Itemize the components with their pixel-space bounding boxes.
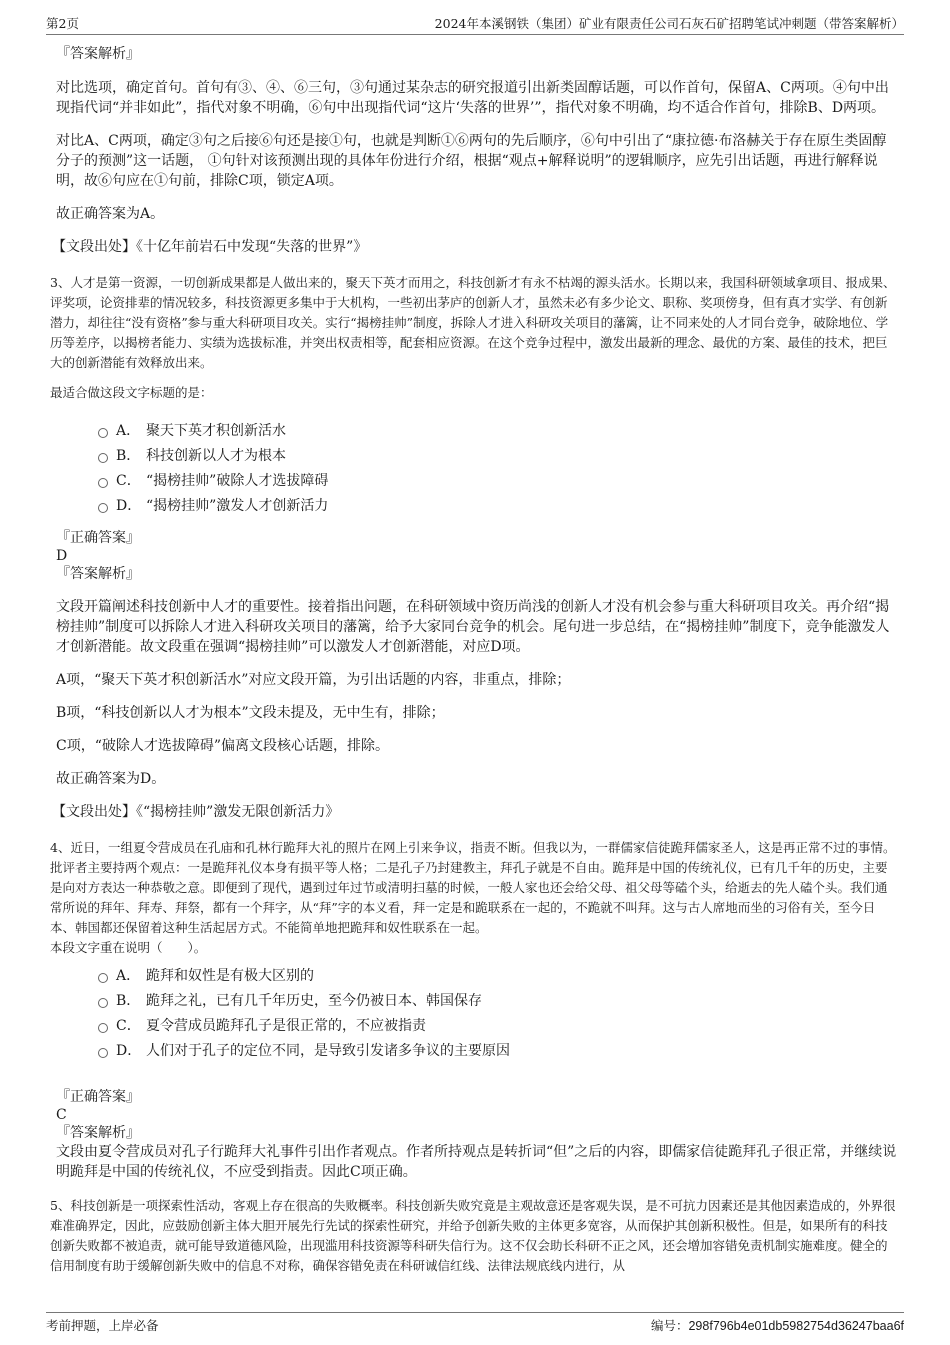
q4-stem: 4、近日，一组夏令营成员在孔庙和孔林行跪拜大礼的照片在网上引来争议，指责不断。但我以为，一群儒家信徒跪拜儒家圣人，这是再正常不过的事情。批评者主要持两个观点：一是跪拜礼仪本身有损平等人格；二是孔子乃封建教主，拜孔子就是不自由。跪拜是中国的传统礼仪，已有几千年的历史，主要是向对方表达一种恭敬之意。即便到了现代，遇到过年过节或清明扫墓的时候，一般人家也还会给父母、祖父母等磕个头，给逝去的先人磕个头。我们通常所说的拜年、拜寿、拜祭，都有一个拜字，从“拜”字的本义看，拜一定是和跪联系在一起的，不跪就不叫拜。这与古人席地而坐的习俗有关，至今日本、韩国都还保留着这种生活起居方式。不能简单地把跪拜和奴性联系在一起。 bbox=[50, 840, 896, 935]
document-title: 2024年本溪钢铁（集团）矿业有限责任公司石灰石矿招聘笔试冲刺题（带答案解析） bbox=[434, 16, 904, 31]
q5-stem: 5、科技创新是一项探索性活动，客观上存在很高的失败概率。科技创新失败究竟是主观故意还是客观失误，是不可抗力因素还是其他因素造成的，外界很难准确界定，因此，应鼓励创新主体大胆开展先行先试的探索性研究，并给予创新失败的主体更多宽容，从而保护其创新积极性。但是，如果所有的科技创新失败都不被追责，就可能导致道德风险，出现滥用科技资源等科研失信行为。这不仅会助长科研不正之风，还会增加容错免责机制实施难度。健全的信用制度有助于缓解创新失败中的信息不对称，确保容错免责在科研诚信红线、法律法规底线内进行，从 bbox=[50, 1198, 896, 1273]
q4-prompt: 本段文字重在说明（ ）。 bbox=[50, 940, 207, 955]
q3-answer-label: 『正确答案』 bbox=[56, 530, 140, 546]
q3-option-a[interactable]: A． 聚天下英才积创新活水 bbox=[98, 419, 898, 444]
q3-option-c[interactable]: C． “揭榜挂帅”破除人才选拔障碍 bbox=[98, 469, 898, 494]
radio-icon[interactable] bbox=[98, 478, 108, 488]
q2-analysis-paragraph: 对比A、C两项，确定③句之后接⑥句还是接①句，也就是判断①⑥两句的先后顺序，⑥句中引出了“康拉德·布洛赫关于存在原生类固醇分子的预测”这一话题， ①句针对该预测出现的具体年份进行介绍，根据“观点+解释说明”的逻辑顺序，应先引出话题，再进行解释说明，故⑥句应在①句前，排除C项，锁定A项。 bbox=[56, 133, 887, 189]
q4-answer-label: 『正确答案』 bbox=[56, 1089, 140, 1105]
q3-prompt: 最适合做这段文字标题的是： bbox=[50, 385, 213, 400]
page-number: 第2页 bbox=[46, 16, 79, 31]
q2-analysis-conclusion: 故正确答案为A。 bbox=[56, 206, 165, 222]
q3-source: 【文段出处】《“揭榜挂帅”激发无限创新活力》 bbox=[52, 804, 340, 820]
page-header bbox=[46, 14, 904, 35]
q3-analysis-conclusion: 故正确答案为D。 bbox=[56, 771, 166, 787]
q3-stem: 3、人才是第一资源，一切创新成果都是人做出来的，聚天下英才而用之，科技创新才有永不枯竭的源头活水。长期以来，我国科研领域拿项目、报成果、评奖项，论资排辈的情况较多，科技资源更多集中于大机构，一些初出茅庐的创新人才，虽然未必有多少论文、职称、奖项傍身，但有真才实学、有创新潜力，却往往“没有资格”参与重大科研项目攻关。实行“揭榜挂帅”制度，拆除人才进入科研攻关项目的藩篱，让不同来处的人才同台竞争，破除地位、学历等差序，以揭榜者能力、实绩为选拔标准，并突出权责相等，配套相应资源。在这个竞争过程中，激发出最新的理念、最优的方案、最佳的技术，把巨大的创新潜能有效释放出来。 bbox=[50, 275, 896, 370]
q2-analysis-paragraph: 对比选项，确定首句。首句有③、④、⑥三句，③句通过某杂志的研究报道引出新类固醇话题，可以作首句，保留A、C两项。④句中出现指代词“并非如此”，指代对象不明确，⑥句中出现指代词“这片‘失落的世界’”，指代对象不明确，均不适合作首句，排除B、D两项。 bbox=[56, 80, 889, 116]
q3-analysis-label: 『答案解析』 bbox=[56, 566, 140, 582]
q3-options bbox=[98, 419, 898, 519]
radio-icon[interactable] bbox=[98, 973, 108, 983]
document-code bbox=[651, 1316, 904, 1334]
page-content bbox=[50, 44, 898, 1286]
q3-option-b[interactable]: B． 科技创新以人才为根本 bbox=[98, 444, 898, 469]
q4-analysis: 文段由夏令营成员对孔子行跪拜大礼事件引出作者观点。作者所持观点是转折词“但”之后的内容，即儒家信徒跪拜孔子很正常，并继续说明跪拜是中国的传统礼仪，不应受到指责。因此C项正确。 bbox=[56, 1144, 897, 1180]
q4-answer: C bbox=[56, 1107, 67, 1123]
radio-icon[interactable] bbox=[98, 998, 108, 1008]
page-footer bbox=[46, 1312, 904, 1335]
radio-icon[interactable] bbox=[98, 453, 108, 463]
q4-option-d[interactable]: D． 人们对于孔子的定位不同，是导致引发诸多争议的主要原因 bbox=[98, 1039, 898, 1064]
radio-icon[interactable] bbox=[98, 503, 108, 513]
q4-options bbox=[98, 964, 898, 1064]
radio-icon[interactable] bbox=[98, 1048, 108, 1058]
footer-slogan: 考前押题，上岸必备 bbox=[46, 1318, 159, 1333]
q3-analysis-paragraph: 文段开篇阐述科技创新中人才的重要性。接着指出问题，在科研领域中资历尚浅的创新人才没有机会参与重大科研项目攻关。再介绍“揭榜挂帅”制度可以拆除人才进入科研攻关项目的藩篱，给予大家同台竞争的机会。尾句进一步总结，在“揭榜挂帅”制度下，竞争能激发人才创新潜能。故文段重在强调“揭榜挂帅”可以激发人才创新潜能，对应D项。 bbox=[56, 599, 890, 655]
radio-icon[interactable] bbox=[98, 1023, 108, 1033]
q2-analysis-label: 『答案解析』 bbox=[56, 46, 140, 62]
q3-analysis-paragraph: A项，“聚天下英才积创新活水”对应文段开篇，为引出话题的内容，非重点，排除； bbox=[56, 672, 571, 688]
radio-icon[interactable] bbox=[98, 428, 108, 438]
q2-source: 【文段出处】《十亿年前岩石中发现“失落的世界”》 bbox=[52, 239, 368, 255]
q4-analysis-label: 『答案解析』 bbox=[56, 1125, 140, 1141]
q3-analysis-paragraph: B项，“科技创新以人才为根本”文段未提及，无中生有，排除； bbox=[56, 705, 445, 721]
document-code-value: 298f796b4e01db5982754d36247baa6f bbox=[688, 1319, 904, 1333]
q4-option-b[interactable]: B． 跪拜之礼，已有几千年历史，至今仍被日本、韩国保存 bbox=[98, 989, 898, 1014]
q4-option-c[interactable]: C． 夏令营成员跪拜孔子是很正常的，不应被指责 bbox=[98, 1014, 898, 1039]
q3-analysis-paragraph: C项，“破除人才选拔障碍”偏离文段核心话题，排除。 bbox=[56, 738, 390, 754]
document-code-label: 编号： bbox=[650, 1318, 689, 1333]
q4-option-a[interactable]: A． 跪拜和奴性是有极大区别的 bbox=[98, 964, 898, 989]
q3-answer: D bbox=[56, 548, 68, 564]
q3-option-d[interactable]: D． “揭榜挂帅”激发人才创新活力 bbox=[98, 494, 898, 519]
